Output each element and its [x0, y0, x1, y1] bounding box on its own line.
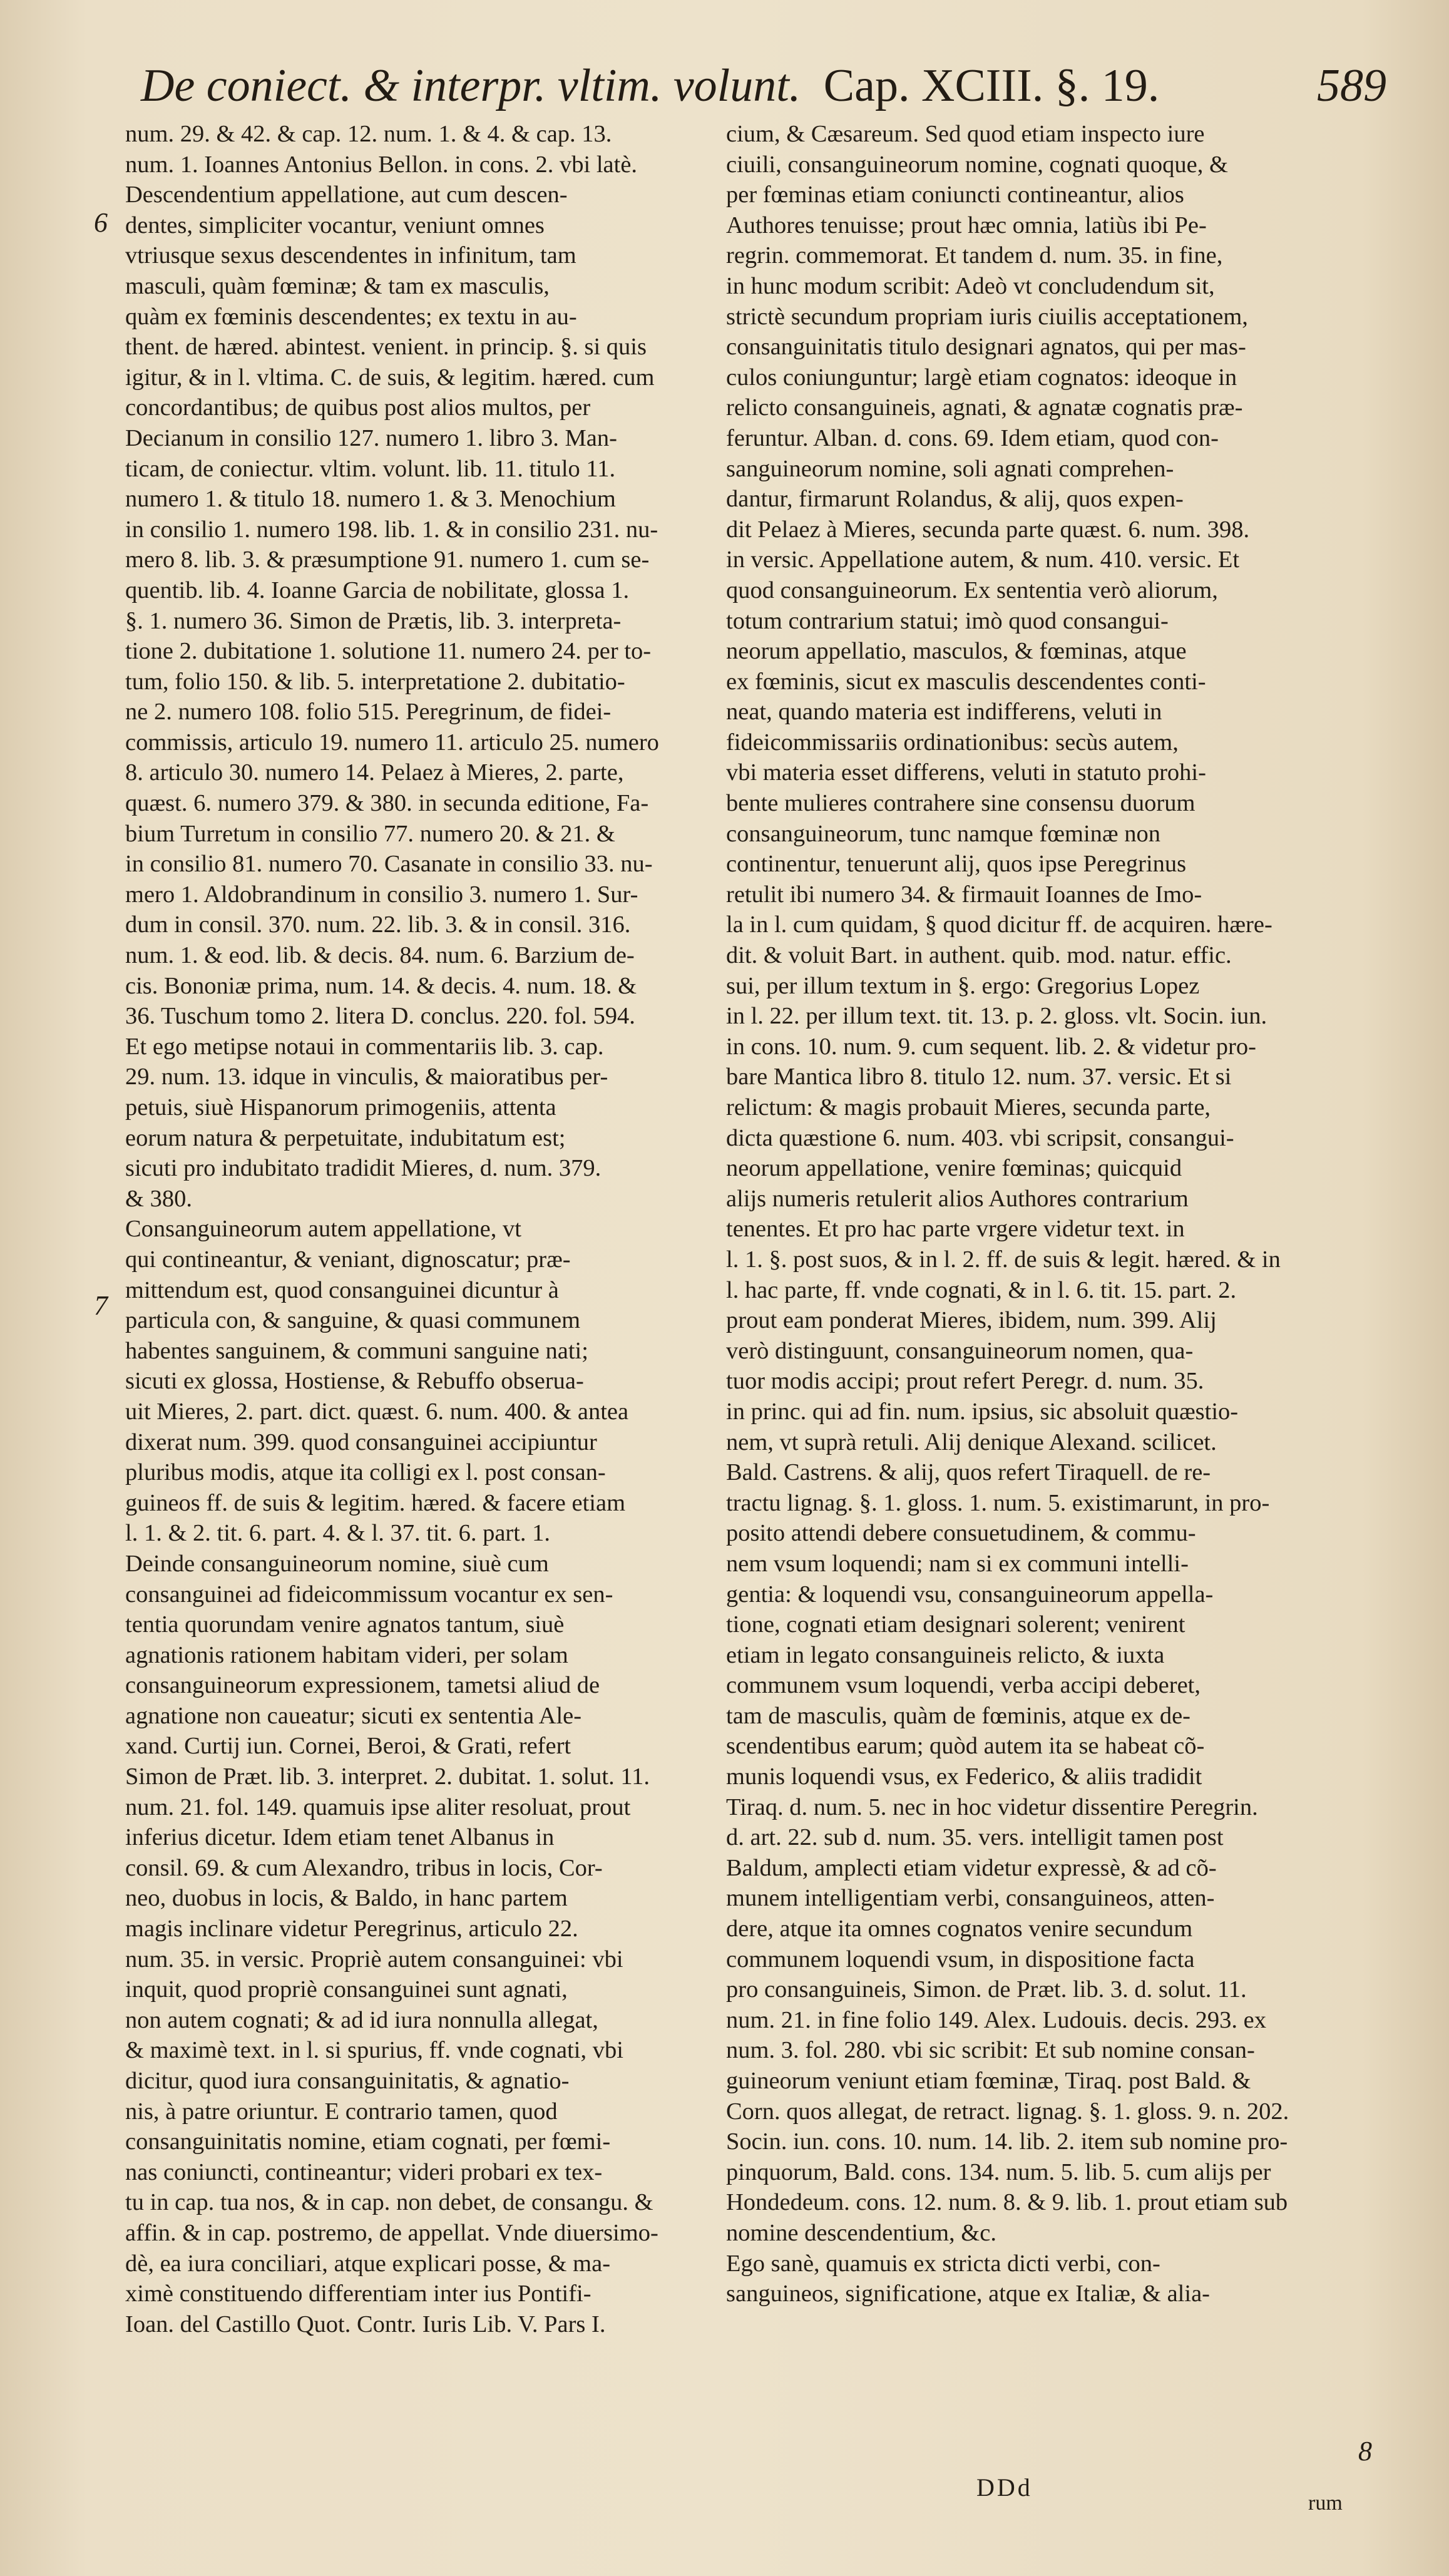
text-line: l. 1. & 2. tit. 6. part. 4. & l. 37. tit. 6. part. 1. [125, 1520, 551, 1547]
text-line: la in l. cum quidam, § quod dicitur ff. de acquiren. hære- [726, 911, 1272, 938]
text-line: in consilio 81. numero 70. Casanate in consilio 33. nu- [125, 851, 653, 878]
text-line: inquit, quod propriè consanguinei sunt agnati, [125, 1976, 568, 2003]
text-line: dicitur, quod iura consanguinitatis, & agnatio- [125, 2068, 570, 2094]
text-line: ximè constituendo differentiam inter ius Pontifi- [125, 2281, 591, 2307]
text-line: num. 3. fol. 280. vbi sic scribit: Et sub nomine consan- [726, 2037, 1255, 2064]
text-line: l. hac parte, ff. vnde cognati, & in l. 6. tit. 15. part. 2. [726, 1276, 1237, 1303]
text-line: relictum: & magis probauit Mieres, secunda parte, [726, 1094, 1211, 1121]
text-line: ciuili, consanguineorum nomine, cognati quoque, & [726, 151, 1228, 178]
signature-mark: DDd [976, 2473, 1033, 2502]
text-line: num. 21. in fine folio 149. Alex. Ludouis. decis. 293. ex [726, 2006, 1266, 2033]
text-line: posito attendi debere consuetudinem, & commu- [726, 1520, 1196, 1547]
text-line: sui, per illum textum in §. ergo: Gregorius Lopez [726, 972, 1200, 999]
text-line: per fœminas etiam coniuncti contineantur, alios [726, 182, 1184, 208]
text-line: dixerat num. 399. quod consanguinei accipiuntur [125, 1429, 597, 1455]
text-line: neorum appellatione, venire fœminas; quicquid [726, 1155, 1182, 1182]
text-line: concordantibus; de quibus post alios multos, per [125, 394, 591, 421]
text-line: Corn. quos allegat, de retract. lignag. §. 1. gloss. 9. n. 202. [726, 2098, 1289, 2125]
text-line: nas coniuncti, contineantur; videri probari ex tex- [125, 2158, 603, 2185]
text-line: magis inclinare videtur Peregrinus, articulo 22. [125, 1916, 578, 1942]
text-line: guineorum veniunt etiam fœminæ, Tiraq. post Bald. & [726, 2068, 1251, 2094]
text-line: in hunc modum scribit: Adeò vt concludendum sit, [726, 272, 1215, 299]
text-line: dentes, simpliciter vocantur, veniunt omnes [125, 212, 545, 239]
text-line: masculi, quàm fœminæ; & tam ex masculis, [125, 272, 550, 299]
text-line: cium, & Cæsareum. Sed quod etiam inspecto iure [726, 121, 1205, 147]
text-line: tum, folio 150. & lib. 5. interpretatione 2. dubitatio- [125, 668, 625, 695]
text-line: alijs numeris retulerit alios Authores contrarium [726, 1185, 1189, 1212]
text-line: totum contrarium statui; imò quod consangui- [726, 607, 1169, 634]
page-number: 589 [1317, 60, 1386, 111]
text-line: feruntur. Alban. d. cons. 69. Idem etiam, quod con- [726, 424, 1219, 451]
text-line: Baldum, amplecti etiam videtur expressè, & ad cõ- [726, 1854, 1217, 1881]
text-line: bium Turretum in consilio 77. numero 20. & 21. & [125, 820, 615, 847]
text-line: igitur, & in l. vltima. C. de suis, & legitim. hæred. cum [125, 364, 655, 391]
margin-number-8: 8 [1358, 2436, 1372, 2466]
text-line: Consanguineorum autem appellatione, vt [125, 1216, 521, 1243]
text-line: xand. Curtij iun. Cornei, Beroi, & Grati, refert [125, 1733, 571, 1760]
text-line: consanguineorum, tunc namque fœminæ non [726, 820, 1160, 847]
text-line: continentur, tenuerunt alij, quos ipse Peregrinus [726, 851, 1187, 878]
running-header [141, 51, 1386, 120]
text-line: 36. Tuschum tomo 2. litera D. conclus. 220. fol. 594. [125, 1003, 635, 1030]
text-line: strictè secundum propriam iuris ciuilis acceptationem, [726, 303, 1248, 330]
text-line: sicuti pro indubitato tradidit Mieres, d. num. 379. [125, 1155, 602, 1182]
text-line: consanguinei ad fideicommissum vocantur ex sen- [125, 1581, 613, 1608]
text-line: gentia: & loquendi vsu, consanguineorum appella- [726, 1581, 1214, 1608]
text-line: culos coniunguntur; largè etiam cognatos: ideoque in [726, 364, 1237, 391]
text-line: vtriusque sexus descendentes in infinitum, tam [125, 242, 576, 269]
text-line: fideicommissariis ordinationibus: secùs autem, [726, 729, 1179, 756]
catchword: rum [1308, 2491, 1343, 2515]
text-line: nomine descendentium, &c. [726, 2219, 996, 2246]
text-line: quàm ex fœminis descendentes; ex textu in au- [125, 303, 577, 330]
text-line: quentib. lib. 4. Ioanne Garcia de nobilitate, glossa 1. [125, 577, 630, 603]
text-line: tentia quorundam venire agnatos tantum, siuè [125, 1611, 565, 1638]
text-line: Ioan. del Castillo Quot. Contr. Iuris Lib. V. Pars I. [125, 2311, 606, 2337]
text-line: mero 8. lib. 3. & præsumptione 91. numero 1. cum se- [125, 547, 650, 573]
text-line: vbi materia esset differens, veluti in statuto prohi- [726, 759, 1206, 786]
text-line: verò distinguunt, consanguineorum nomen, qua- [726, 1337, 1194, 1364]
text-line: dum in consil. 370. num. 22. lib. 3. & in consil. 316. [125, 911, 631, 938]
text-line: inferius dicetur. Idem etiam tenet Albanus in [125, 1824, 555, 1851]
text-line: pro consanguineis, Simon. de Præt. lib. 3. d. solut. 11. [726, 1976, 1247, 2003]
text-line: in l. 22. per illum text. tit. 13. p. 2. gloss. vlt. Socin. iun. [726, 1003, 1267, 1030]
text-line: in princ. qui ad fin. num. ipsius, sic absoluit quæstio- [726, 1398, 1239, 1425]
text-line: dere, atque ita omnes cognatos venire secundum [726, 1916, 1193, 1942]
text-line: Bald. Castrens. & alij, quos refert Tiraquell. de re- [726, 1459, 1211, 1486]
text-line: ne 2. numero 108. folio 515. Peregrinum, de fidei- [125, 699, 612, 726]
text-line: Tiraq. d. num. 5. nec in hoc videtur dissentire Peregrin. [726, 1793, 1258, 1820]
text-line: ex fœminis, sicut ex masculis descendentes conti- [726, 668, 1206, 695]
text-line: Socin. iun. cons. 10. num. 14. lib. 2. item sub nomine pro- [726, 2128, 1288, 2155]
text-line: etiam in legato consanguineis relicto, & iuxta [726, 1641, 1165, 1668]
text-line: Decianum in consilio 127. numero 1. libro 3. Man- [125, 424, 617, 451]
text-line: neorum appellatio, masculos, & fœminas, atque [726, 638, 1187, 665]
text-line: num. 29. & 42. & cap. 12. num. 1. & 4. & cap. 13. [125, 121, 612, 147]
text-line: munem intelligentiam verbi, consanguineos, atten- [726, 1885, 1215, 1912]
text-line: thent. de hæred. abintest. venient. in princip. §. si quis [125, 334, 647, 361]
text-line: & 380. [125, 1185, 192, 1212]
text-line: communem vsum loquendi, verba accipi deberet, [726, 1672, 1201, 1699]
text-line: tione 2. dubitatione 1. solutione 11. numero 24. per to- [125, 638, 652, 665]
text-line: eorum natura & perpetuitate, indubitatum est; [125, 1124, 566, 1151]
text-line: tractu lignag. §. 1. gloss. 1. num. 5. existimarunt, in pro- [726, 1489, 1270, 1516]
margin-number-6: 6 [94, 207, 108, 238]
text-line: Authores tenuisse; prout hæc omnia, latiùs ibi Pe- [726, 212, 1207, 239]
text-line: dantur, firmarunt Rolandus, & alij, quos expen- [726, 486, 1184, 513]
text-line: & maximè text. in l. si spurius, ff. vnde cognati, vbi [125, 2037, 623, 2064]
text-line: §. 1. numero 36. Simon de Prætis, lib. 3. interpreta- [125, 607, 622, 634]
text-line: regrin. commemorat. Et tandem d. num. 35. in fine, [726, 242, 1223, 269]
text-line: dè, ea iura conciliari, atque explicari posse, & ma- [125, 2250, 611, 2277]
text-line: commissis, articulo 19. numero 11. articulo 25. numero [125, 729, 659, 756]
text-line: retulit ibi numero 34. & firmauit Ioannes de Imo- [726, 881, 1202, 908]
text-line: Et ego metipse notaui in commentariis lib. 3. cap. [125, 1033, 604, 1060]
text-line: ticam, de coniectur. vltim. volunt. lib. 11. titulo 11. [125, 455, 616, 482]
text-line: habentes sanguinem, & communi sanguine nati; [125, 1337, 588, 1364]
text-line: particula con, & sanguine, & quasi communem [125, 1307, 581, 1334]
text-line: non autem cognati; & ad id iura nonnulla allegat, [125, 2006, 598, 2033]
text-line: guineos ff. de suis & legitim. hæred. & facere etiam [125, 1489, 626, 1516]
text-line: Ego sanè, quamuis ex stricta dicti verbi, con- [726, 2250, 1160, 2277]
text-line: in versic. Appellatione autem, & num. 410. versic. Et [726, 547, 1240, 573]
text-line: Descendentium appellatione, aut cum descen- [125, 182, 568, 208]
text-line: Hondedeum. cons. 12. num. 8. & 9. lib. 1. prout etiam sub [726, 2189, 1288, 2216]
text-line: quod consanguineorum. Ex sententia verò aliorum, [726, 577, 1218, 603]
text-line: cis. Bononiæ prima, num. 14. & decis. 4. num. 18. & [125, 972, 637, 999]
text-line: dit. & voluit Bart. in authent. quib. mod. natur. effic. [726, 942, 1232, 969]
text-line: consanguinitatis nomine, etiam cognati, per fœmi- [125, 2128, 611, 2155]
text-line: num. 1. & eod. lib. & decis. 84. num. 6. Barzium de- [125, 942, 635, 969]
margin-number-7: 7 [94, 1290, 108, 1321]
text-line: scendentibus earum; quòd autem ita se habeat cõ- [726, 1733, 1205, 1760]
text-line: tione, cognati etiam designari solerent; venirent [726, 1611, 1185, 1638]
chapter-reference: Cap. XCIII. §. 19. [823, 60, 1160, 111]
text-line: pluribus modis, atque ita colligi ex l. post consan- [125, 1459, 606, 1486]
left-text-column [125, 119, 726, 2339]
text-line: quæst. 6. numero 379. & 380. in secunda editione, Fa- [125, 790, 649, 817]
text-line: nem vsum loquendi; nam si ex communi intelli- [726, 1550, 1189, 1577]
text-line: relicto consanguineis, agnati, & agnatæ cognatis præ- [726, 394, 1243, 421]
text-line: munis loquendi vsus, ex Federico, & aliis tradidit [726, 1763, 1202, 1790]
text-line: qui contineantur, & veniant, dignoscatur; præ- [125, 1246, 571, 1273]
text-line: 8. articulo 30. numero 14. Pelaez à Mieres, 2. parte, [125, 759, 624, 786]
running-title: De coniect. & interpr. vltim. volunt. [141, 60, 801, 111]
text-line: pinquorum, Bald. cons. 134. num. 5. lib. 5. cum alijs per [726, 2158, 1271, 2185]
text-line: tenentes. Et pro hac parte vrgere videtur text. in [726, 1216, 1185, 1243]
text-line: nem, vt suprà retuli. Alij denique Alexand. scilicet. [726, 1429, 1217, 1455]
text-line: neo, duobus in locis, & Baldo, in hanc partem [125, 1885, 568, 1912]
text-line: tuor modis accipi; prout refert Peregr. d. num. 35. [726, 1368, 1204, 1395]
text-line: communem loquendi vsum, in dispositione facta [726, 1946, 1195, 1973]
text-line: consanguineorum expressionem, tametsi aliud de [125, 1672, 600, 1699]
text-line: 29. num. 13. idque in vinculis, & maioratibus per- [125, 1064, 608, 1090]
text-line: sanguineorum nomine, soli agnati comprehen- [726, 455, 1174, 482]
text-line: petuis, siuè Hispanorum primogeniis, attenta [125, 1094, 556, 1121]
text-line: sanguineos, significatione, atque ex Italiæ, & alia- [726, 2281, 1210, 2307]
text-line: consanguinitatis titulo designari agnatos, qui per mas- [726, 334, 1246, 361]
text-line: affin. & in cap. postremo, de appellat. Vnde diuersimo- [125, 2219, 658, 2246]
text-line: neat, quando materia est indifferens, veluti in [726, 699, 1162, 726]
text-line: bente mulieres contrahere sine consensu duorum [726, 790, 1196, 817]
text-line: prout eam ponderat Mieres, ibidem, num. 399. Alij [726, 1307, 1217, 1334]
text-line: consil. 69. & cum Alexandro, tribus in locis, Cor- [125, 1854, 603, 1881]
text-line: mittendum est, quod consanguinei dicuntur à [125, 1276, 559, 1303]
text-line: Deinde consanguineorum nomine, siuè cum [125, 1550, 549, 1577]
text-line: dit Pelaez à Mieres, secunda parte quæst. 6. num. 398. [726, 516, 1250, 543]
text-line: num. 1. Ioannes Antonius Bellon. in cons. 2. vbi latè. [125, 151, 638, 178]
text-line: Simon de Præt. lib. 3. interpret. 2. dubitat. 1. solut. 11. [125, 1763, 650, 1790]
text-line: sicuti ex glossa, Hostiense, & Rebuffo obserua- [125, 1368, 584, 1395]
right-text-column [726, 119, 1346, 2309]
text-line: agnatione non caueatur; sicuti ex sententia Ale- [125, 1702, 582, 1729]
text-line: tu in cap. tua nos, & in cap. non debet, de consangu. & [125, 2189, 653, 2216]
text-line: num. 35. in versic. Propriè autem consanguinei: vbi [125, 1946, 623, 1973]
text-line: in cons. 10. num. 9. cum sequent. lib. 2. & videtur pro- [726, 1033, 1256, 1060]
text-line: bare Mantica libro 8. titulo 12. num. 37. versic. Et si [726, 1064, 1232, 1090]
text-line: tam de masculis, quàm de fœminis, atque ex de- [726, 1702, 1190, 1729]
text-line: num. 21. fol. 149. quamuis ipse aliter resoluat, prout [125, 1793, 631, 1820]
text-line: d. art. 22. sub d. num. 35. vers. intelligit tamen post [726, 1824, 1224, 1851]
text-line: agnationis rationem habitam videri, per solam [125, 1641, 568, 1668]
text-line: dicta quæstione 6. num. 403. vbi scripsit, consangui- [726, 1124, 1234, 1151]
text-line: uit Mieres, 2. part. dict. quæst. 6. num. 400. & antea [125, 1398, 629, 1425]
text-line: mero 1. Aldobrandinum in consilio 3. numero 1. Sur- [125, 881, 638, 908]
text-line: nis, à patre oriuntur. E contrario tamen, quod [125, 2098, 558, 2125]
text-line: numero 1. & titulo 18. numero 1. & 3. Menochium [125, 486, 616, 513]
text-line: l. 1. §. post suos, & in l. 2. ff. de suis & legit. hæred. & in [726, 1246, 1281, 1273]
text-line: in consilio 1. numero 198. lib. 1. & in consilio 231. nu- [125, 516, 658, 543]
